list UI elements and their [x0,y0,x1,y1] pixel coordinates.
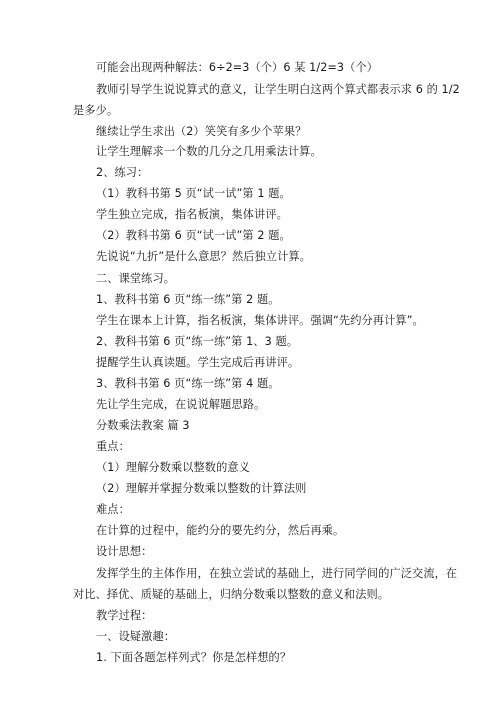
text-line: 学生独立完成，指名板演，集体讲评。 [96,208,288,221]
text-line: 1. 下面各题怎样列式？你是怎样想的？ [96,651,292,664]
text-line: 继续让学生求出（2）笑笑有多少个苹果？ [96,125,307,138]
text-line: 发挥学生的主体作用，在独立尝试的基础上，进行同学间的广泛交流，在 [96,567,458,580]
text-line: 先说说“九折”是什么意思？然后独立计算。 [96,250,311,263]
text-line: 一、设疑激趣： [96,630,176,643]
text-line: 让学生理解求一个数的几分之几用乘法计算。 [96,145,322,158]
text-line: （2）教科书第 6 页“试一试”第 2 题。 [96,229,291,242]
text-line: （1）教科书第 5 页“试一试”第 1 题。 [96,187,291,200]
text-line: 2、教科书第 6 页“练一练”第 1、3 题。 [96,335,299,348]
text-line: 设计思想： [96,545,153,558]
text-line: 3、教科书第 6 页“练一练”第 4 题。 [96,377,280,390]
text-line: 提醒学生认真读题。学生完成后再讲评。 [96,356,300,369]
text-line: 1、教科书第 6 页“练一练”第 2 题。 [96,293,280,306]
text-line: 重点： [96,440,130,453]
text-line: （1）理解分数乘以整数的意义 [96,461,250,474]
text-line: 难点： [96,503,130,516]
text-line: 2、练习： [96,166,149,179]
text-line: 教学过程： [96,609,153,622]
text-line: 对比、择优、质疑的基础上，归纳分数乘以整数的意义和法则。 [73,588,390,601]
text-line: （2）理解并掌握分数乘以整数的计算法则 [96,482,307,495]
text-line: 是多少。 [73,104,119,117]
text-line: 在计算的过程中，能约分的要先约分，然后再乘。 [96,524,345,537]
text-line: 二、课堂练习。 [96,272,176,285]
text-line: 教师引导学生说说算式的意义，让学生明白这两个算式都表示求 6 的 1/2 [96,83,460,96]
text-line: 学生在课本上计算，指名板演，集体讲评。强调“先约分再计算”。 [96,314,424,327]
text-line: 先让学生完成，在说说解题思路。 [96,398,266,411]
text-line: 可能会出现两种解法：6÷2=3（个）6 某 1/2=3（个） [96,61,379,74]
section-heading: 分数乘法教案 篇 3 [96,419,190,432]
